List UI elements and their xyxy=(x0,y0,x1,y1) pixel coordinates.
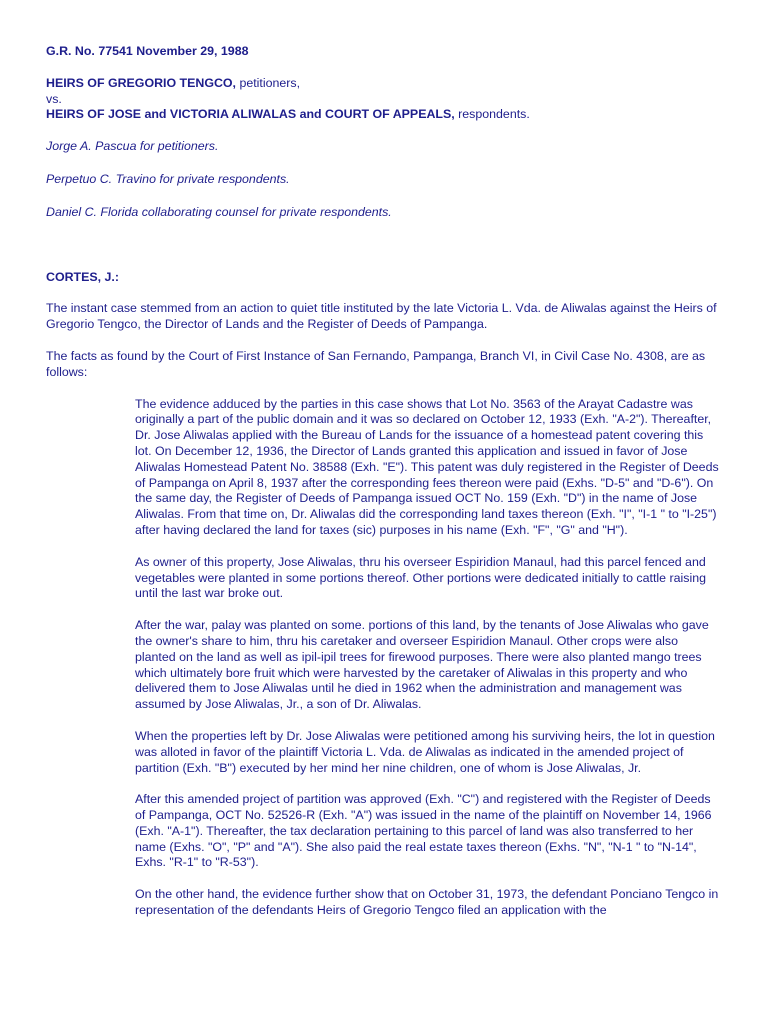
respondents-line xyxy=(46,107,726,123)
intro-paragraph: The facts as found by the Court of First Instance of San Fernando, Pampanga, Branch VI, in Civil Case No. 4308, are as follows: xyxy=(46,348,706,379)
counsel-collaborating: Daniel C. Florida collaborating counsel for private respondents. xyxy=(46,204,392,219)
quoted-paragraph: After the war, palay was planted on some. portions of this land, by the tenants of Jose Aliwalas who gave the owner's share to him, thru his caretaker and overseer Espiridion Manaul. Other crops were also planted on the land as well as ipil-ipil trees for firewood purposes. There were also planted mango trees which ultimately bore fruit which were harvested by the caretaker of Aliwalas in this property and who delivered them to Jose Aliwalas until he died in 1962 when the administration and management was assumed by Jose Aliwalas, Jr., a son of Dr. Aliwalas. xyxy=(135,618,709,712)
intro-paragraph: The instant case stemmed from an action to quiet title instituted by the late Victoria L. Vda. de Aliwalas against the Heirs of Gregorio Tengco, the Director of Lands and the Register of Deeds of Pampanga. xyxy=(46,301,717,332)
counsel-petitioners: Jorge A. Pascua for petitioners. xyxy=(46,139,219,154)
case-number: G.R. No. 77541 November 29, 1988 xyxy=(46,44,249,58)
quoted-paragraph: On the other hand, the evidence further show that on October 31, 1973, the defendant Ponciano Tengco in representation of the defendants Heirs of Gregorio Tengco filed an application with the xyxy=(135,887,719,918)
quoted-paragraph: As owner of this property, Jose Aliwalas, thru his overseer Espiridion Manaul, had this parcel fenced and vegetables were planted in some portions thereof. Other portions were dedicated initially to cattle raising until the last war broke out. xyxy=(135,554,706,601)
quoted-paragraph: The evidence adduced by the parties in this case shows that Lot No. 3563 of the Arayat Cadastre was originally a part of the public domain and it was so declared on October 12, 1933 (Exh. "A-2"). Thereafter, Dr. Jose Aliwalas applied with the Bureau of Lands for the issuance of a homestead patent covering this lot. On December 12, 1936, the Director of Lands granted this application and issued in favor of Jose Aliwalas Homestead Patent No. 38588 (Exh. "E"). This patent was duly registered in the Register of Deeds of Pampanga on April 8, 1937 after the corresponding fees thereon were paid (Exhs. "D-5" and "D-6"). On the same day, the Register of Deeds of Pampanga issued OCT No. 159 (Exh. "D") in the name of Jose Aliwalas. From that time on, Dr. Aliwalas did the corresponding land taxes thereon (Exh. "I", "I-1 " to "I-25") after having declared the land for taxes (sic) purposes in his name (Exh. "F", "G" and "H"). xyxy=(135,396,719,537)
petitioners-name: HEIRS OF GREGORIO TENGCO, xyxy=(46,75,237,90)
respondents-role: respondents. xyxy=(454,107,530,122)
respondents-name: HEIRS OF JOSE and VICTORIA ALIWALAS and COURT OF APPEALS, xyxy=(46,107,455,122)
petitioners-role: petitioners, xyxy=(236,75,301,90)
petitioners-line xyxy=(46,76,726,92)
case-parties xyxy=(46,76,726,123)
ponente: CORTES, J.: xyxy=(46,269,119,284)
quoted-paragraph: After this amended project of partition was approved (Exh. "C") and registered with the Register of Deeds of Pampanga, OCT No. 52526-R (Exh. "A") was issued in the name of the plaintiff on November 14, 1966 (Exh. "A-1"). Thereafter, the tax declaration pertaining to this parcel of land was also transferred to her name (Exhs. "O", "P" and "A"). She also paid the real estate taxes thereon (Exhs. "N", "N-1 " to "N-14", Exhs. "R-1" to "R-53"). xyxy=(135,792,712,870)
quoted-paragraph: When the properties left by Dr. Jose Aliwalas were petitioned among his surviving heirs, the lot in question was alloted in favor of the plaintiff Victoria L. Vda. de Aliwalas as indicated in the amended project of partition (Exh. "B") executed by her mind her nine children, one of whom is Jose Aliwalas, Jr. xyxy=(135,728,715,775)
versus-label: vs. xyxy=(46,91,62,106)
counsel-respondents: Perpetuo C. Travino for private respondents. xyxy=(46,171,290,186)
document-page xyxy=(46,44,726,935)
